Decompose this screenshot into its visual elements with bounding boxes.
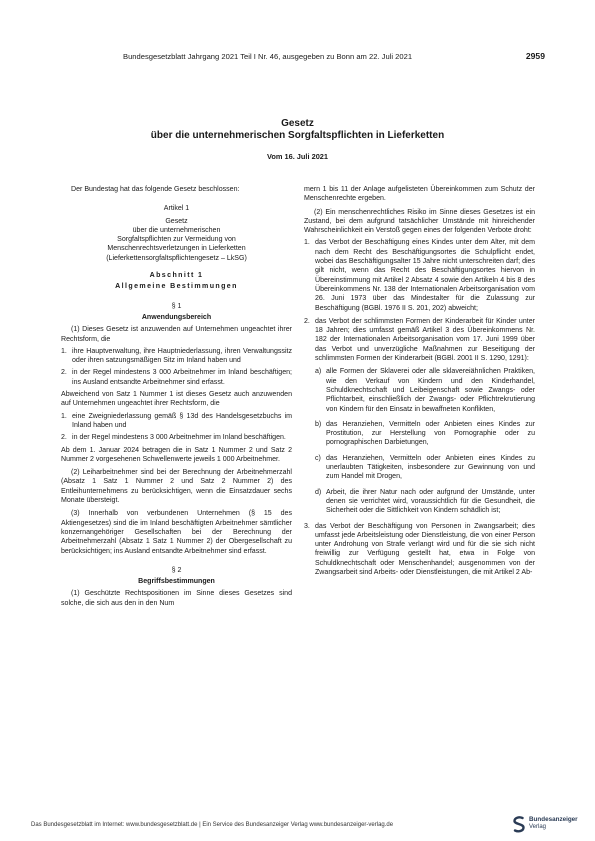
- list-number: 2.: [61, 434, 67, 442]
- sub-list-item: [304, 420, 535, 448]
- sub-list-item: [304, 488, 535, 516]
- paragraph-title: Anwendungsbereich: [141, 313, 212, 321]
- body-paragraph: Ab dem 1. Januar 2024 betragen die in Satz 1 Nummer 2 und Satz 2 Nummer 2 vorgesehenen Schwellenwerte jeweils 1 000 Arbeitnehmer.: [61, 446, 292, 463]
- list-item: [61, 347, 292, 366]
- sub-list-item: [304, 367, 535, 413]
- sub-list-letter: a): [315, 368, 322, 376]
- running-title: Bundesgesetzblatt Jahrgang 2021 Teil I Nr. 46, ausgegeben zu Bonn am 22. Juli 2021: [123, 52, 413, 61]
- body-paragraph: (3) Innerhalb von verbundenen Unternehmen (§ 15 des Aktiengesetzes) sind die im Inland beschäftigten Arbeitnehmer sämtlicher konzernangehöriger Gesellschaften bei der Berechnung der Arbeitnehmerzahl (Absatz 1 Satz 1 Nummer 2) der Obergesellschaft zu berücksichtigen; ins Ausland entsandte Arbeitnehmer sind erfasst.: [61, 510, 292, 555]
- list-number: 1.: [304, 239, 310, 247]
- list-text: eine Zweigniederlassung gemäß § 13d des Handelsgesetzbuchs im Inland haben und: [72, 412, 292, 429]
- list-item: [304, 317, 535, 363]
- right-column: [304, 185, 535, 577]
- paragraph-label: § 1: [171, 302, 182, 310]
- law-title-line-1: Gesetz: [281, 118, 314, 129]
- left-column: [61, 185, 292, 608]
- body-paragraph: (2) Leiharbeitnehmer sind bei der Berechnung der Arbeitnehmerzahl (Absatz 1 Satz 1 Nummer 2 und Satz 2 Nummer 2) des Entleihunternehmens zu berücksichtigen, wenn die Einsatzdauer sechs Monate übersteigt.: [61, 469, 292, 505]
- list-item: [304, 238, 535, 312]
- list-item: [61, 412, 292, 431]
- article-law-title-line: (Lieferkettensorgfaltspflichtengesetz – LkSG): [106, 254, 247, 262]
- list-text: das Verbot der Beschäftigung von Personen in Zwangsarbeit; dies umfasst jede Arbeitsleistung oder Dienstleistung, die von einer Person unter Androhung von Strafe verlangt wird und für die sie sich nicht freiwillig zur Verfügung gestellt hat, etwa in Folge von Schuldknechtschaft oder Menschenhandel; ausgenommen von der Zwangsarbeit sind Arbeits- oder Dienstleistungen, die mit Artikel 2 Ab-: [315, 522, 535, 576]
- section-heading: Abschnitt 1: [149, 272, 204, 280]
- list-number: 1.: [61, 347, 67, 355]
- body-paragraph: Abweichend von Satz 1 Nummer 1 ist dieses Gesetz auch anzuwenden auf Unternehmen ungeachtet ihrer Rechtsform, die: [61, 391, 292, 408]
- list-number: 3.: [304, 522, 310, 530]
- sub-list-text: das Heranziehen, Vermitteln oder Anbieten eines Kindes zur Prostitution, zur Herstellung von Pornographie oder zu pornographischen Darbietungen,: [326, 420, 535, 447]
- list-text: das Verbot der Beschäftigung eines Kindes unter dem Alter, mit dem nach dem Recht des Beschäftigungsortes die Schulpflicht endet, wobei das Beschäftigungsalter 15 Jahre nicht unterschreiten darf; dies gilt nicht, wenn das Recht des Beschäftigungsortes hiervon in Übereinstimmung mit Artikel 2 Absatz 4 sowie den Artikeln 4 bis 8 des Übereinkommens Nr. 138 der Internationalen Arbeitsorganisation vom 26. Juni 1973 über das Mindestalter für die Zulassung zur Beschäftigung (BGBl. 1976 II S. 201, 202) abweicht;: [315, 239, 535, 312]
- article-law-title-line: Gesetz: [165, 217, 188, 225]
- body-paragraph: (1) Dieses Gesetz ist anzuwenden auf Unternehmen ungeachtet ihrer Rechtsform, die: [61, 326, 292, 343]
- sub-list-text: das Heranziehen, Vermitteln oder Anbieten eines Kindes zu unerlaubten Tätigkeiten, insbesondere zur Gewinnung von und zum Handel mit Drogen,: [326, 454, 535, 481]
- list-number: 1.: [61, 412, 67, 420]
- article-heading: Artikel 1: [163, 205, 190, 213]
- footer-text: Das Bundesgesetzblatt im Internet: www.bundesgesetzblatt.de | Ein Service des Bundesanzeiger Verlag www.bundesanzeiger-verlag.de: [31, 822, 394, 828]
- paragraph-title: Begriffsbestimmungen: [138, 578, 215, 586]
- list-number: 2.: [61, 369, 67, 377]
- sub-list-text: Arbeit, die ihrer Natur nach oder aufgrund der Umstände, unter denen sie verrichtet wird, voraussichtlich für die Gesundheit, die Sicherheit oder die Sittlichkeit von Kindern schädlich ist;: [326, 488, 535, 515]
- list-text: in der Regel mindestens 3 000 Arbeitnehmer im Inland beschäftigen.: [72, 434, 286, 442]
- law-date: Vom 16. Juli 2021: [266, 152, 329, 161]
- list-text: das Verbot der schlimmsten Formen der Kinderarbeit für Kinder unter 18 Jahren; dies umfasst gemäß Artikel 3 des Übereinkommens Nr. 182 der Internationalen Arbeitsorganisation vom 17. Juni 1999 über das Verbot und unverzügliche Maßnahmen zur Beseitigung der schlimmsten Formen der Kinderarbeit (BGBl. 2001 II S. 1290, 1291):: [315, 317, 535, 363]
- law-title-line-2: über die unternehmerischen Sorgfaltspflichten in Lieferketten: [150, 130, 445, 141]
- section-title: Allgemeine Bestimmungen: [115, 283, 238, 291]
- article-law-title-line: Sorgfaltspflichten zur Vermeidung von: [117, 236, 236, 244]
- sub-list-text: alle Formen der Sklaverei oder alle sklavereiähnlichen Praktiken, wie den Verkauf von Kindern und den Kinderhandel, Schuldknechtschaft und Leibeigenschaft sowie Zwangs- oder Pflichtarbeit, einschließlich der Zwangs- oder Pflichtrekrutierung von Kindern für den Einsatz in bewaffneten Konflikten,: [326, 368, 535, 413]
- sub-list-letter: c): [315, 454, 321, 462]
- paragraph-label: § 2: [171, 566, 182, 574]
- publisher-logo-sub: Verlag: [529, 824, 547, 830]
- article-law-title: [61, 217, 292, 263]
- list-item: [61, 433, 292, 442]
- law-title: [0, 118, 595, 141]
- running-head: [95, 52, 545, 64]
- publisher-logo-icon: [512, 816, 526, 833]
- sub-list-item: [304, 454, 535, 482]
- page-number: 2959: [525, 51, 545, 61]
- list-text: in der Regel mindestens 3 000 Arbeitnehmer im Inland beschäftigen; ins Ausland entsandte Arbeitnehmer sind erfasst.: [72, 369, 292, 386]
- sub-list-letter: b): [315, 420, 322, 428]
- body-paragraph: mern 1 bis 11 der Anlage aufgelisteten Übereinkommen zum Schutz der Menschenrechte ergeben.: [304, 186, 535, 203]
- article-law-title-line: Menschenrechtsverletzungen in Lieferketten: [107, 245, 246, 253]
- list-item: [61, 368, 292, 387]
- body-paragraph: (2) Ein menschenrechtliches Risiko im Sinne dieses Gesetzes ist ein Zustand, bei dem aufgrund tatsächlicher Umstände mit hinreichender Wahrscheinlichkeit ein Verstoß gegen eines der folgenden Verbote droht:: [304, 208, 535, 235]
- list-number: 2.: [304, 317, 310, 325]
- publisher-logo: [512, 815, 578, 835]
- publisher-logo-name: Bundesanzeiger: [529, 816, 578, 823]
- list-item: [304, 522, 535, 578]
- sub-list-letter: d): [315, 488, 322, 496]
- article-law-title-line: über die unternehmerischen: [132, 226, 221, 234]
- intro-paragraph: Der Bundestag hat das folgende Gesetz beschlossen:: [71, 186, 240, 193]
- list-text: ihre Hauptverwaltung, ihre Hauptniederlassung, ihren Verwaltungssitz oder ihren satzungsmäßigen Sitz im Inland haben und: [72, 347, 292, 365]
- body-paragraph: (1) Geschützte Rechtspositionen im Sinne dieses Gesetzes sind solche, die sich aus den in den Num: [61, 590, 292, 607]
